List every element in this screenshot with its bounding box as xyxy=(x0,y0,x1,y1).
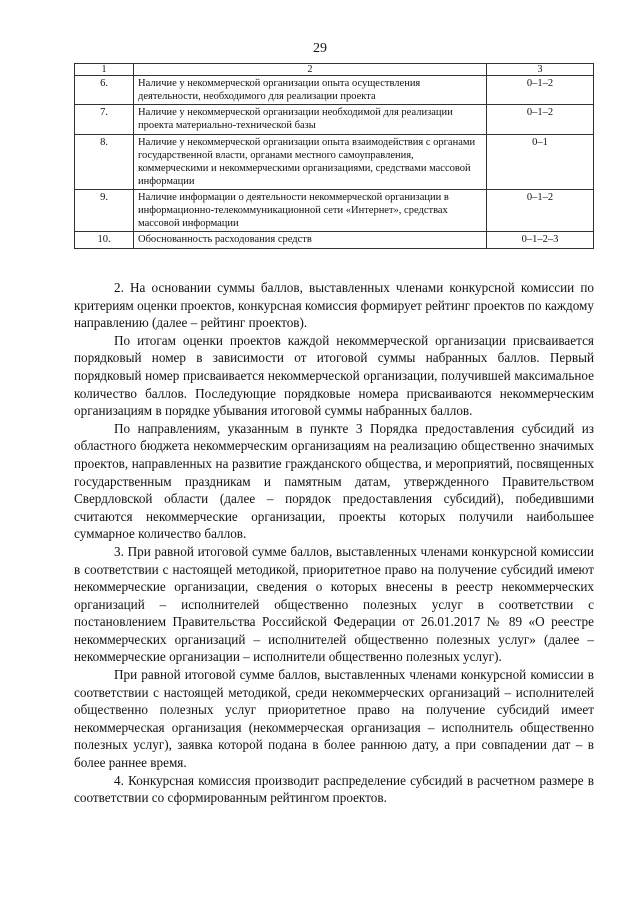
table-row xyxy=(75,134,594,190)
row-number: 9. xyxy=(75,190,134,232)
table-row xyxy=(75,76,594,105)
row-number: 8. xyxy=(75,134,134,190)
paragraph-ordinal-numbers: По итогам оценки проектов каждой некоммерческой организации присваивается порядковый номер в зависимости от итоговой суммы набранных баллов. Первый порядковый номер присваивается некоммерческой организации, получившей максимальное количество баллов. Последующие порядковые номера присваиваются некоммерческим организациям в порядке убывания итоговой суммы набранных баллов. xyxy=(74,332,594,419)
table-header-row xyxy=(75,64,594,76)
table-row xyxy=(75,190,594,232)
row-score: 0–1 xyxy=(487,134,594,190)
table-row xyxy=(75,232,594,248)
header-cell-number: 1 xyxy=(75,64,134,76)
criteria-table xyxy=(74,63,594,249)
row-criterion: Наличие у некоммерческой организации необходимой для реализации проекта материально-технической базы xyxy=(134,105,487,134)
body-text xyxy=(74,279,594,807)
row-criterion: Наличие у некоммерческой организации опыта осуществления деятельности, необходимого для реализации проекта xyxy=(134,76,487,105)
page-number: 29 xyxy=(313,41,327,56)
paragraph-distribution: 4. Конкурсная комиссия производит распределение субсидий в расчетном размере в соответствии со сформированным рейтингом проектов. xyxy=(74,772,594,806)
paragraph-priority-right: 3. При равной итоговой сумме баллов, выставленных членами конкурсной комиссии в соответствии с настоящей методикой, приоритетное право на получение субсидий имеют некоммерческие организации, сведения о которых внесены в реестр некоммерческих организаций – исполнителей общественно полезных услуг в соответствии с постановлением Правительства Российской Федерации от 26.01.2017 № 89 «О реестре некоммерческих организаций – исполнителей общественно полезных услуг» (далее – некоммерческие организации – исполнители общественно полезных услуг). xyxy=(74,543,594,665)
row-score: 0–1–2–3 xyxy=(487,232,594,248)
row-number: 10. xyxy=(75,232,134,248)
header-cell-criterion: 2 xyxy=(134,64,487,76)
paragraph-winners: По направлениям, указанным в пункте 3 Порядка предоставления субсидий из областного бюджета некоммерческим организациям на реализацию общественно значимых проектов, направленных на развитие гражданского общества, и мероприятий, посвященных государственным праздникам и памятным датам, утвержденного Правительством Свердловской области (далее – порядок предоставления субсидий), победившими считаются некоммерческие организации, проекты которых получили наибольшее суммарное количество баллов. xyxy=(74,420,594,542)
row-criterion: Наличие информации о деятельности некоммерческой организации в информационно-телекоммуникационной сети «Интернет», средствах массовой информации xyxy=(134,190,487,232)
row-criterion: Наличие у некоммерческой организации опыта взаимодействия с органами государственной власти, органами местного самоуправления, коммерческими и некоммерческими организациями, средствами массовой информации xyxy=(134,134,487,190)
row-score: 0–1–2 xyxy=(487,190,594,232)
row-score: 0–1–2 xyxy=(487,76,594,105)
table-row xyxy=(75,105,594,134)
paragraph-equal-score: При равной итоговой сумме баллов, выставленных членами конкурсной комиссии в соответствии с настоящей методикой, среди некоммерческих организаций – исполнителей общественно полезных услуг приоритетное право на получение субсидий имеет некоммерческая организация (некоммерческая организация – исполнитель общественно полезных услуг), заявка которой подана в более раннюю дату, а при совпадении дат – в более раннее время. xyxy=(74,667,594,771)
row-number: 7. xyxy=(75,105,134,134)
header-cell-score: 3 xyxy=(487,64,594,76)
row-score: 0–1–2 xyxy=(487,105,594,134)
row-criterion: Обоснованность расходования средств xyxy=(134,232,487,248)
row-number: 6. xyxy=(75,76,134,105)
paragraph-rating-formation: 2. На основании суммы баллов, выставленных членами конкурсной комиссии по критериям оценки проектов, конкурсная комиссия формирует рейтинг проектов по каждому направлению (далее – рейтинг проектов). xyxy=(74,280,594,331)
